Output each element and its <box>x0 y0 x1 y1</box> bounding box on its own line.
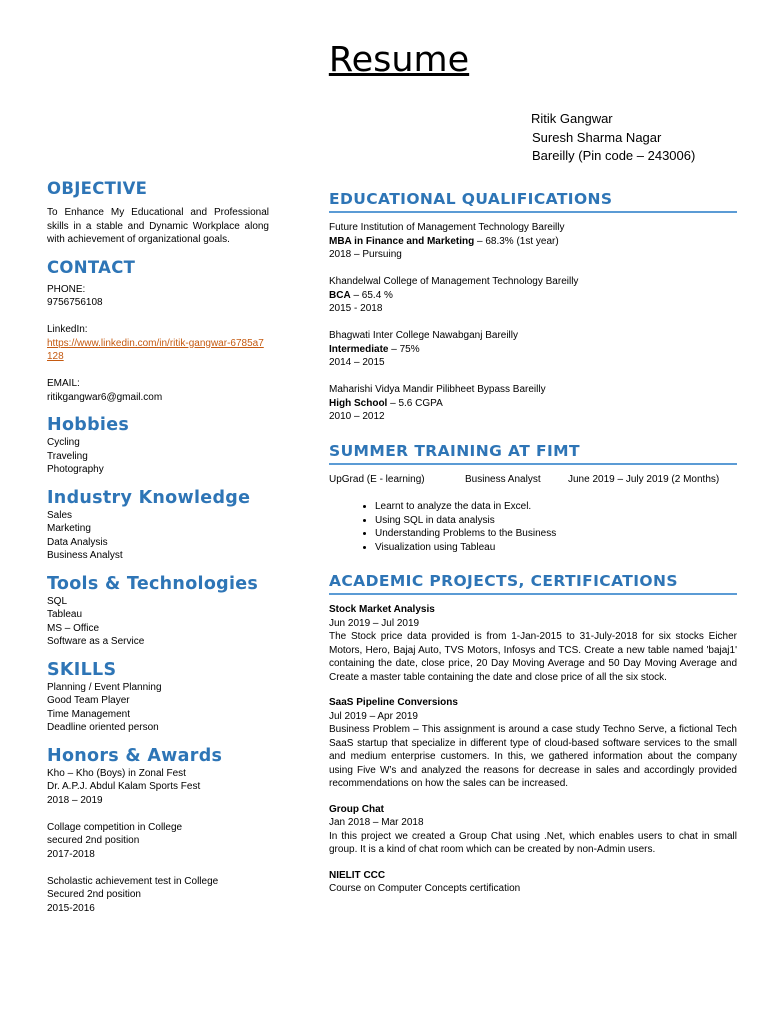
list-item: Business Analyst <box>47 550 123 561</box>
honor-year: 2015-2016 <box>47 902 95 914</box>
school-name: Maharishi Vidya Mandir Pilibheet Bypass Bareilly <box>329 384 546 395</box>
objective-text: To Enhance My Educational and Professional skills in a stable and Dynamic Workplace along with achievement of organizational goals. <box>47 207 269 245</box>
degree-years: 2010 – 2012 <box>329 411 385 422</box>
honor-item <box>47 875 269 916</box>
project-item <box>329 603 737 684</box>
honors-heading: Honors & Awards <box>47 745 223 766</box>
training-org: UpGrad (E - learning) <box>329 473 425 485</box>
school-name: Future Institution of Management Technology Bareilly <box>329 222 565 233</box>
candidate-name: Ritik Gangwar <box>531 111 613 126</box>
project-name: Stock Market Analysis <box>329 604 435 615</box>
tools-heading: Tools & Technologies <box>47 573 259 594</box>
page-title: Resume <box>328 40 470 80</box>
project-desc: The Stock price data provided is from 1-Jan-2015 to 31-July-2018 for six stocks Eicher Motors, Hero, Bajaj Auto, TVS Motors, Infosys and TCS. Create a new table named 'bajaj1' containing the date, close price, 20 Day Moving Average and 50 Day Moving Average and Create a master table containing the date and close price of all the six stock. <box>329 631 737 683</box>
projects-heading: ACADEMIC PROJECTS, CERTIFICATIONS <box>329 570 737 595</box>
degree-years: 2015 - 2018 <box>329 303 383 314</box>
project-period: Jun 2019 – Jul 2019 <box>329 617 420 629</box>
list-item: Marketing <box>47 523 91 534</box>
training-period: June 2019 – July 2019 (2 Months) <box>568 473 720 485</box>
contact-heading: CONTACT <box>47 257 136 277</box>
education-item <box>329 383 737 424</box>
list-item: • Visualization using Tableau <box>375 541 737 555</box>
degree-name: MBA in Finance and Marketing <box>329 235 475 247</box>
project-desc: In this project we created a Group Chat using .Net, which enables users to chat in small group. It is a kind of chat room which can be created by non-Admin users. <box>329 830 737 855</box>
industry-section <box>47 487 269 563</box>
honor-year: 2018 – 2019 <box>47 794 103 806</box>
list-item: • Understanding Problems to the Business <box>375 527 737 541</box>
honor-year: 2017-2018 <box>47 848 95 860</box>
list-item: Software as a Service <box>47 636 145 647</box>
list-item: Tableau <box>47 609 83 620</box>
honor-item <box>47 767 269 808</box>
hobbies-heading: Hobbies <box>47 415 130 435</box>
list-item: MS – Office <box>47 622 100 634</box>
address-city: Bareilly (Pin code – 243006) <box>532 148 696 163</box>
degree-score: – 65.4 % <box>350 289 393 301</box>
training-bullets <box>329 500 737 554</box>
right-column <box>329 188 737 908</box>
phone-label: PHONE: <box>47 283 86 295</box>
list-item: Cycling <box>47 437 80 448</box>
objective-heading: OBJECTIVE <box>47 179 148 198</box>
list-item: • Using SQL in data analysis <box>375 514 737 528</box>
linkedin-link[interactable]: https://www.linkedin.com/in/ritik-gangwar-6785a7128 <box>47 337 264 362</box>
left-column <box>47 178 269 925</box>
phone-value: 9756756108 <box>47 297 103 308</box>
list-item: Time Management <box>47 708 130 720</box>
project-item <box>329 869 737 896</box>
project-period: Jul 2019 – Apr 2019 <box>329 710 418 722</box>
honor-title: Kho – Kho (Boys) in Zonal Fest <box>47 767 186 779</box>
degree-years: 2014 – 2015 <box>329 357 385 368</box>
list-item: • Learnt to analyze the data in Excel. <box>375 500 737 514</box>
project-item <box>329 696 737 791</box>
project-name: NIELIT CCC <box>329 869 386 881</box>
industry-heading: Industry Knowledge <box>47 487 251 508</box>
email-label: EMAIL: <box>47 378 80 389</box>
address-street: Suresh Sharma Nagar <box>532 129 662 145</box>
training-row <box>329 473 737 487</box>
list-item: SQL <box>47 595 68 607</box>
project-desc: Business Problem – This assignment is around a case study Techno Serve, a fictional Tech SaaS startup that specialize in different type of cloud-based software services to the small and medium enterprise customers. In this, we gathered information about the company using Five W’s and analyzed the reasons for decrease in sales and accordingly provided recommendations on how the sales can be increased. <box>329 724 737 789</box>
list-item: Deadline oriented person <box>47 722 159 733</box>
project-name: Group Chat <box>329 803 384 815</box>
address-block <box>531 110 695 166</box>
honors-section <box>47 745 269 916</box>
list-item: Sales <box>47 509 73 521</box>
honor-detail: Dr. A.P.J. Abdul Kalam Sports Fest <box>47 781 201 792</box>
hobbies-section <box>47 414 269 477</box>
project-period: Jan 2018 – Mar 2018 <box>329 817 424 828</box>
honor-title: Scholastic achievement test in College <box>47 875 219 887</box>
list-item: Planning / Event Planning <box>47 681 162 693</box>
degree-name: High School <box>329 397 388 409</box>
education-item <box>329 221 737 262</box>
degree-years: 2018 – Pursuing <box>329 249 402 260</box>
list-item: Good Team Player <box>47 695 130 706</box>
list-item: Data Analysis <box>47 536 108 548</box>
project-item <box>329 803 737 857</box>
honor-detail: secured 2nd position <box>47 835 140 846</box>
degree-name: BCA <box>329 289 351 301</box>
education-item <box>329 329 737 370</box>
honor-item <box>47 821 269 862</box>
list-item: Traveling <box>47 450 88 462</box>
contact-section <box>47 257 269 405</box>
degree-name: Intermediate <box>329 343 389 355</box>
skills-section <box>47 659 269 735</box>
honor-detail: Secured 2nd position <box>47 889 141 900</box>
training-heading: SUMMER TRAINING AT FIMT <box>329 440 737 465</box>
degree-score: – 75% <box>388 343 420 355</box>
list-item: Photography <box>47 464 104 475</box>
education-heading: EDUCATIONAL QUALIFICATIONS <box>329 188 737 213</box>
honor-title: Collage competition in College <box>47 821 183 833</box>
education-item <box>329 275 737 316</box>
tools-section <box>47 573 269 649</box>
degree-score: – 5.6 CGPA <box>387 397 443 409</box>
school-name: Bhagwati Inter College Nawabganj Bareilly <box>329 330 518 341</box>
email-value: ritikgangwar6@gmail.com <box>47 391 163 403</box>
objective-section <box>47 178 269 247</box>
project-period: Course on Computer Concepts certification <box>329 883 521 894</box>
skills-heading: SKILLS <box>47 659 117 680</box>
degree-score: – 68.3% (1st year) <box>474 235 559 247</box>
project-name: SaaS Pipeline Conversions <box>329 697 458 708</box>
training-role: Business Analyst <box>465 473 541 485</box>
linkedin-label: LinkedIn: <box>47 324 88 335</box>
school-name: Khandelwal College of Management Technology Bareilly <box>329 276 579 287</box>
